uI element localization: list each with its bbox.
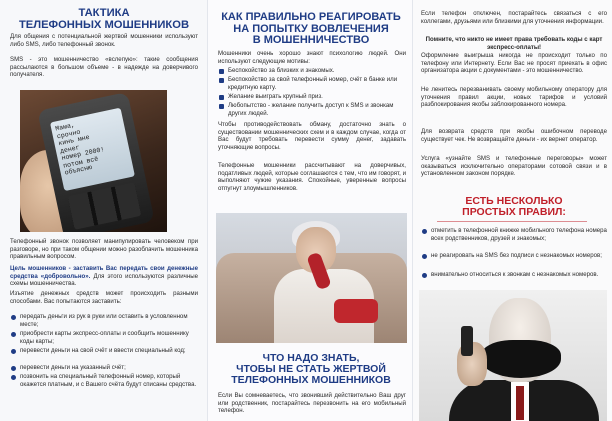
tactics-para-4 [10, 265, 198, 288]
masked-man-photo [419, 290, 607, 421]
react-title-line3: В МОШЕННИЧЕСТВО [252, 34, 370, 47]
react-para-3: Телефонные мошенники рассчитывают на доверчивых, податливых людей, которые соглашаются с тем, что им говорят, и выполняют чужие указания. Спокойные, уверенные вопросы отпугнут злоумышленников. [218, 162, 406, 193]
simple-rules-title-line1: ЕСТЬ НЕСКОЛЬКО [465, 195, 563, 207]
tie-illustration [516, 386, 524, 420]
red-phone-illustration [334, 299, 378, 323]
rules-para-6: Услуга «узнайте SMS и телефонные переговоры» может оказываться исключительно операторами сотовой связи и в установленном законом порядке. [421, 155, 607, 178]
knowledge-title-line2: ЧТОБЫ НЕ СТАТЬ ЖЕРТВОЙ [236, 363, 386, 376]
rules-bullet-2: не реагировать на SMS без подписи с незнакомых номеров; [421, 252, 609, 260]
phone-sms-text: Мама, срочно кинь мне денег номер 2000! потом всё объясню [54, 121, 106, 178]
react-bullet-4: Любопытство - желание получить доступ к SMS и звонкам других людей. [218, 102, 408, 117]
tactics-goal-bold: Цель мошенников - заставить Вас передать свои денежные средства «добровольно». [10, 265, 198, 280]
tactics-para-5: Изъятие денежных средств может происходить разными способами. Вас попытаются заставить: [10, 290, 198, 305]
tactics-bullet-4: перевести деньги на указанный счёт; [10, 364, 200, 372]
column-tactics [0, 0, 207, 421]
react-bullet-3: Желание выиграть крупный приз. [218, 93, 408, 101]
black-mask-illustration [481, 340, 561, 378]
phone-in-hand-icon [461, 326, 473, 356]
react-bullet-1: Беспокойство за близких и знакомых. [218, 67, 408, 75]
tactics-para-3: Телефонный звонок позволяет манипулировать человеком при разговоре, но при таком общении можно разоблачить мошенника правильным вопросом. [10, 238, 198, 261]
knowledge-title [212, 353, 410, 386]
phone-sms-photo [20, 90, 167, 232]
column-rules [413, 0, 612, 421]
tactics-bullet-5: позвонить на специальный телефонный номер, который окажется платным, и с Вашего счёта будут списаны средства. [10, 373, 200, 388]
tactics-bullet-3: перевести деньги на свой счёт и ввести специальный код; [10, 347, 200, 355]
tactics-title-line2: ТЕЛЕФОННЫХ МОШЕННИКОВ [18, 18, 190, 31]
tactics-goal-rest: Для этого используются различные схемы мошенничества. [10, 272, 198, 288]
knowledge-para-1: Если Вы сомневаетесь, что звонивший действительно Ваш друг или родственник, постарайтесь перезвонить на его мобильный телефон. [218, 392, 406, 415]
column-react [207, 0, 413, 421]
rules-para-3: Оформление выигрыша никогда не происходит только по телефону или Интернету. Если Вас не просят приехать в офис организатора акции с документами - это мошенничество. [421, 52, 607, 75]
rules-para-1: Если телефон отключен, постарайтесь связаться с его коллегами, друзьями или близкими для уточнения информации. [421, 10, 607, 25]
react-para-1: Мошенники очень хорошо знают психологию людей. Они используют следующие мотивы: [218, 50, 406, 65]
tactics-para-1: Для общения с потенциальной жертвой мошенники используют либо SMS, либо телефонный звонок. [10, 33, 198, 48]
tactics-bullet-1: передать деньги из рук в руки или оставить в условленном месте; [10, 313, 200, 328]
tactics-title-line1: ТАКТИКА [78, 7, 130, 19]
react-title-line1: КАК ПРАВИЛЬНО РЕАГИРОВАТЬ [221, 11, 401, 23]
simple-rules-title [419, 196, 609, 219]
tactics-para-2: SMS - это мошенничество «вслепую»: такие сообщения рассылаются в большом объеме - в надежде на доверчивого получателя. [10, 56, 198, 79]
tactics-title [4, 8, 204, 32]
react-title-line2: НА ПОПЫТКУ ВОВЛЕЧЕНИЯ [233, 22, 389, 35]
react-title [212, 12, 410, 47]
rules-bullet-1: отметить в телефонной книжке мобильного телефона номера всех родственников, друзей и знакомых; [421, 227, 609, 242]
knowledge-title-line3: ТЕЛЕФОННЫХ МОШЕННИКОВ [231, 374, 391, 387]
rules-warning-bold: Помните, что никто не имеет права требовать коды с карт экспресс-оплаты! [425, 36, 603, 51]
rules-para-4: Не ленитесь перезванивать своему мобильному оператору для уточнения правил акции, новых тарифов и условий разблокирования якобы заблокированного номера. [421, 86, 607, 109]
simple-rules-title-line2: ПРОСТЫХ ПРАВИЛ: [462, 206, 566, 219]
knowledge-title-line1: ЧТО НАДО ЗНАТЬ, [262, 352, 360, 364]
react-bullet-2: Беспокойство за свой телефонный номер, счёт в банке или кредитную карту. [218, 76, 408, 91]
rules-divider [437, 221, 587, 222]
tactics-bullet-2: приобрести карты экспресс-оплаты и сообщить мошеннику коды карты; [10, 330, 200, 345]
elderly-woman-photo [216, 213, 407, 343]
phone-keypad [68, 182, 142, 229]
rules-para-5: Для возврата средств при якобы ошибочном переводе существует чек. Не возвращайте деньги - их вернет оператор. [421, 128, 607, 143]
react-para-2: Чтобы противодействовать обману, достаточно знать о существовании мошеннических схем и в каждом случае, когда от Вас будут требовать перевести сумму денег, задавать уточняющие вопросы. [218, 121, 406, 152]
phone-screen [50, 108, 135, 191]
rules-bullet-3: внимательно относиться к звонкам с незнакомых номеров. [421, 271, 609, 279]
